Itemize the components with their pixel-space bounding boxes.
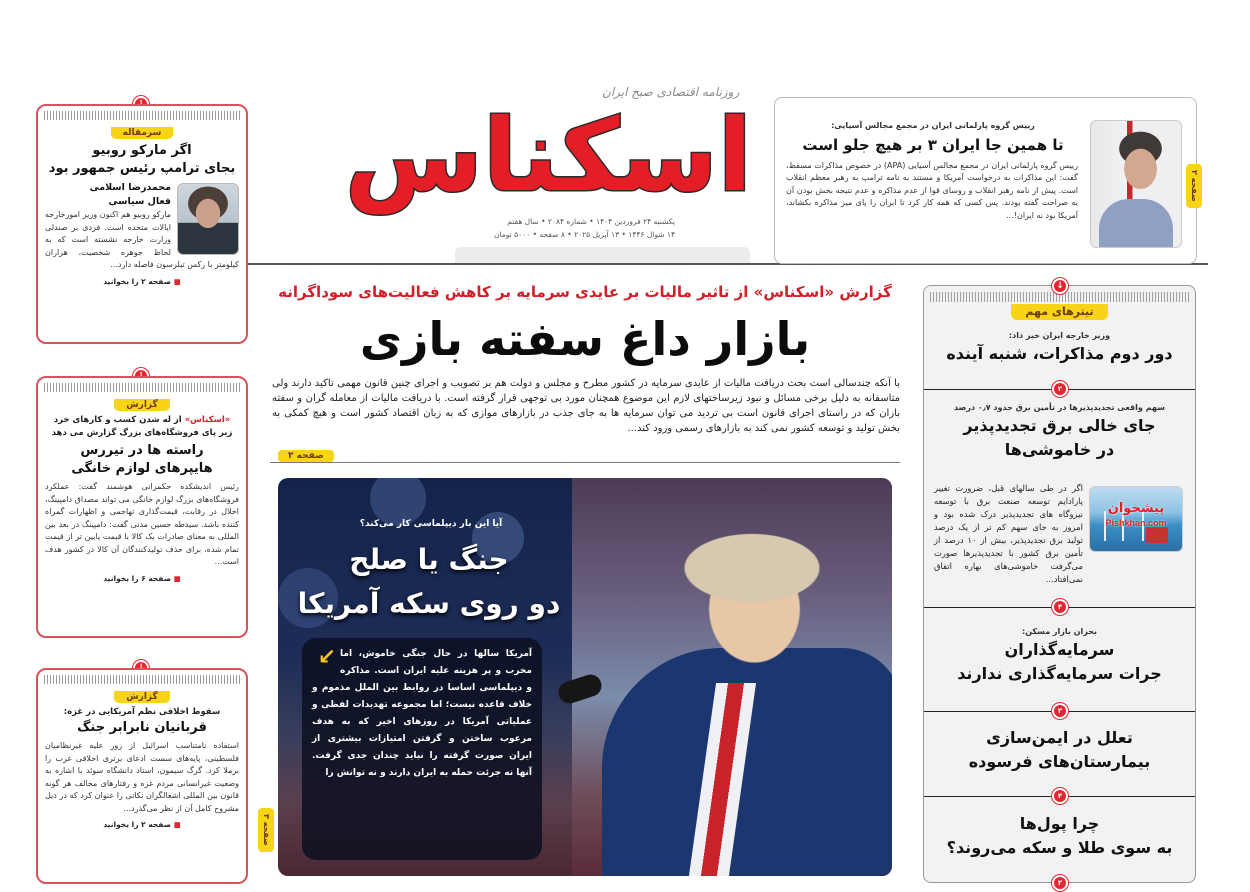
photo-story-kicker: آیا این بار دیپلماسی کار می‌کند؟ <box>359 519 503 529</box>
top-story-text: رییس گروه پارلمانی ایران در مجمع مجالس آسیایی (APA) در خصوص مذاکرات مسقط، گفت: این مذاکرات به درخواست آمریکا و مستند به نامه ترامپ به رهبر معظم انقلاب است. پیش از نامه رهبر انقلاب و روسای قوا از عدم مذاکره و عدم نتیجه بخش بودن آن به صراحت گفته بودند. پس کسی که همه کار کرد تا ایران را پای میز مذاکره بکشاند، آمریکا بود نه ایران!... <box>786 161 1079 220</box>
headline-title-2[interactable]: بیمارستان‌های فرسوده <box>968 752 1151 771</box>
headline-title-1[interactable]: چرا پول‌ها <box>1019 814 1100 833</box>
photo-story-title-1: جنگ یا صلح <box>349 543 509 576</box>
top-story-box[interactable] <box>774 97 1197 264</box>
lead-page-tag[interactable]: صفحه ۳ <box>278 450 334 462</box>
dateline-persian: یکشنبه ۲۴ فروردین ۱۴۰۴ • شماره ۲۰۸۴ • سال هفتم <box>507 217 675 226</box>
headline-title-2[interactable]: به سوی طلا و سکه می‌روند؟ <box>946 838 1173 857</box>
headline-item[interactable] <box>930 812 1189 860</box>
politician-photo <box>1090 120 1182 248</box>
headline-separator <box>924 792 1195 800</box>
read-more-link[interactable] <box>45 573 239 584</box>
report-kicker-2: زیر پای فروشگاه‌های بزرگ گزارش می دهد <box>51 428 233 438</box>
headline-item[interactable] <box>930 330 1189 366</box>
page-number-badge[interactable]: ۳ <box>1052 875 1068 891</box>
report-tag: گزارش <box>114 691 170 703</box>
photo-story-textbox <box>302 638 542 860</box>
lead-page-tag-wrap <box>278 446 334 462</box>
bullet-icon: ■ <box>170 573 181 583</box>
page-number-badge[interactable]: ۴ <box>1052 599 1068 615</box>
headline-separator <box>924 707 1195 715</box>
photo-story-title-2: دو روی سکه آمریکا <box>297 587 561 620</box>
report-kicker: سقوط اخلاقی نظم آمریکایی در غزه: <box>63 707 221 717</box>
masthead-bar <box>455 247 750 263</box>
headline-item[interactable] <box>930 402 1189 462</box>
watermark-en: Pishkhan.com <box>1105 518 1167 528</box>
report-kicker-1 <box>45 414 239 427</box>
read-more-link[interactable] <box>45 819 239 830</box>
lead-text: با آنکه چندسالی است بحث دریافت مالیات از عایدی سرمایه در کشور مطرح و مجلس و دولت هم بر تصویب و اجرای چنین قانون مهمی تاکید دارند ولی متاسفانه به دلیل برخی مسائل و نبود زیرساختهای لازم این موضوع همچنان مورد بی توجهی قرار گرفته است. با دریافت مالیات از معامله گران و سفته بازان که در راستای اجرای قانون است بی تردید می توان سرمایه ها به جای جذب در بازارهای موازی که به زبان اقتصاد کشور است و هیچ کمکی به بخش تولید و توسعه کشور نمی کند به بازارهای رسمی ورود کند... <box>272 378 900 434</box>
editorial-text: مارکو روبیو هم اکنون وزیر امورخارجه ایالات متحده است. فردی بر صندلی وزارت خارجه نشسته است که به لحاظ جوهره شخصیت، هزاران کیلومتر با رکس تیلرسون فاصله دارد... <box>45 210 239 269</box>
headline-title-2[interactable]: جرات سرمایه‌گذاری ندارند <box>957 664 1162 683</box>
author-photo <box>177 183 239 255</box>
report-tag: گزارش <box>114 399 170 411</box>
lead-headline[interactable]: بازار داغ سفته بازی <box>359 312 811 366</box>
box-stripe <box>44 383 240 392</box>
photo-story-page-tag[interactable]: صفحه ۳ <box>258 808 274 852</box>
report-text: استفاده نامتناسب اسرائیل از زور علیه غیرنظامیان فلسطینی، پایه‌های سست ادعای برتری اخلاقی غرب را برملا کرد. گرگ سیمون، استاد دانشگاه سوئد با اشاره به وضعیت غیرانسانی مردم غزه و رفتارهای مخالف هر گونه قانون بین المللی اشغالگران نکاتی را عنوان کرد که در ذیل مشروح کامل آن از نظر می‌گذرد... <box>45 741 239 813</box>
dateline-other: ۱۴ شوال ۱۴۴۶ • ۱۳ آپریل ۲۰۲۵ • ۸ صفحه • ۵۰۰۰ تومان <box>493 230 675 239</box>
box-stripe <box>44 675 240 684</box>
watermark-fa: پیشخوان <box>1107 501 1165 516</box>
newspaper-logo[interactable]: اسکناس <box>344 97 752 214</box>
headline-kicker: وزیر خارجه ایران خبر داد: <box>1008 331 1111 340</box>
lead-divider <box>270 462 900 463</box>
headline-title-1[interactable]: سرمایه‌گذاران <box>1004 640 1115 659</box>
photo-story[interactable] <box>278 478 892 876</box>
report-text: رئیس اندیشکده حکمرانی هوشمند گفت: عملکرد فروشگاه‌های بزرگ لوازم خانگی می تواند مصداق دامپینگ، اخلال در رقابت، قیمت‌گذاری تهاجمی و اظهارات گمراه کننده باشد. سیدطه حسین مدنی گفت: دامپینگ در بعد بین المللی به معنای صادرات یک کالا با قیمت پایین تر از قیمت تمام شده، برای حذف تولیدکنندگان آن کالا در کشور هدف است... <box>45 482 239 566</box>
report-title-2[interactable]: هایپرهای لوازم خانگی <box>71 461 213 476</box>
slogan: روزنامه اقتصادی صبح ایران <box>602 85 740 99</box>
top-story-page-tag[interactable]: صفحه ۲ <box>1186 164 1202 208</box>
top-story-title[interactable]: تا همین جا ایران ۳ بر هیچ جلو است <box>802 136 1064 154</box>
headline-kicker: بحران بازار مسکن: <box>1022 627 1097 636</box>
headline-separator <box>924 385 1195 393</box>
headlines-tag: تیترهای مهم <box>1011 304 1107 320</box>
photo-hair <box>642 508 842 608</box>
bullet-icon: ■ <box>170 276 181 286</box>
headline-title-1[interactable]: جای خالی برق تجدیدپذیر <box>963 416 1156 435</box>
read-more-label: صفحه ۲ را بخوانید <box>103 276 171 286</box>
headline-title-2[interactable]: در خاموشی‌ها <box>1004 440 1115 459</box>
kicker-text: از له شدن کسب و کارهای خرد <box>53 415 182 425</box>
read-more-label: صفحه ۶ را بخوانید <box>103 573 171 583</box>
headlines-column <box>923 281 1196 887</box>
kicker-highlight: «اسکناس» <box>184 415 231 425</box>
headline-text: اگر در طی سالهای قبل، ضرورت تغییر پارادایم توسعه صنعت برق با توسعه نیروگاه های تجدیدپذیر درک شده بود و امروز به جای سهم کم تر از یک درصد تولید برق تجدیدپذیر، بیش از ۱۰ درصد از تأمین برق کشور با تجدیدپذیرها صورت می‌گرفت خاموشی‌های بهاره اتفاق نمی‌افتاد... <box>934 483 1083 584</box>
author-role: فعال سیاسی <box>108 196 171 207</box>
page-number-badge[interactable]: ۴ <box>1052 788 1068 804</box>
read-more-link[interactable] <box>45 276 239 287</box>
editorial-title-1[interactable]: اگر مارکو روبیو <box>92 143 192 158</box>
page-number-badge[interactable]: ۳ <box>1052 703 1068 719</box>
headline-separator <box>924 603 1195 611</box>
dateline <box>430 215 675 241</box>
lead-kicker: گزارش «اسکناس» از تاثیر مالیات بر عایدی سرمایه بر کاهش فعالیت‌های سوداگرانه <box>278 283 892 301</box>
headline-kicker: سهم واقعی تجدیدپذیرها در تأمین برق حدود ۰٫۷ درصد <box>953 403 1165 412</box>
box-stripe <box>44 111 240 120</box>
headline-title[interactable]: دور دوم مذاکرات، شنبه آینده <box>946 344 1173 363</box>
editorial-title-2[interactable]: بجای ترامپ رئیس جمهور بود <box>48 161 236 176</box>
photo-story-text: آمریکا سالها در حال جنگی خاموش، اما مخرب و پر هزینه علیه ایران است. مذاکره و دیپلماسی اساسا در روابط بین الملل مذموم و خلاف قاعده نیست؛ اما مجموعه تهدیدات لفظی و عملیاتی آمریکا در روزهای اخیر که به هدف مرعوب ساختن و گرفتن امتیازات بیشتری از ایران صورت گرفته را نباید چندان جدی گرفت. آنها نه جرئت حمله به ایران دارند و نه توانش را <box>312 649 532 778</box>
page-number-badge[interactable]: ۲ <box>1052 381 1068 397</box>
read-more-label: صفحه ۲ را بخوانید <box>103 820 171 829</box>
arrow-down-left-icon: ↙ <box>317 645 336 670</box>
top-story-kicker: رییس گروه پارلمانی ایران در مجمع مجالس آسیایی: <box>831 121 1035 130</box>
headline-separator <box>924 879 1195 887</box>
author-name: محمدرضا اسلامی <box>89 182 171 193</box>
headline-item[interactable] <box>930 626 1189 686</box>
watermark <box>1092 501 1180 529</box>
report-box-2[interactable] <box>36 668 248 884</box>
arrow-down-pin-icon: ↓ <box>1052 278 1068 294</box>
headline-title-1[interactable]: تعلل در ایمن‌سازی <box>986 728 1133 747</box>
report-box-1[interactable] <box>36 376 248 638</box>
editorial-box[interactable] <box>36 104 248 344</box>
report-title[interactable]: قربانیان نابرابر جنگ <box>77 720 207 735</box>
bullet-icon: ■ <box>170 820 181 829</box>
editorial-tag: سرمقاله <box>111 127 174 139</box>
wind-farm-photo <box>1089 486 1183 552</box>
photo-story-title[interactable] <box>294 538 564 626</box>
report-title-1[interactable]: راسته ها در تیررس <box>80 443 204 458</box>
headline-item[interactable] <box>930 726 1189 774</box>
masthead <box>272 85 752 214</box>
